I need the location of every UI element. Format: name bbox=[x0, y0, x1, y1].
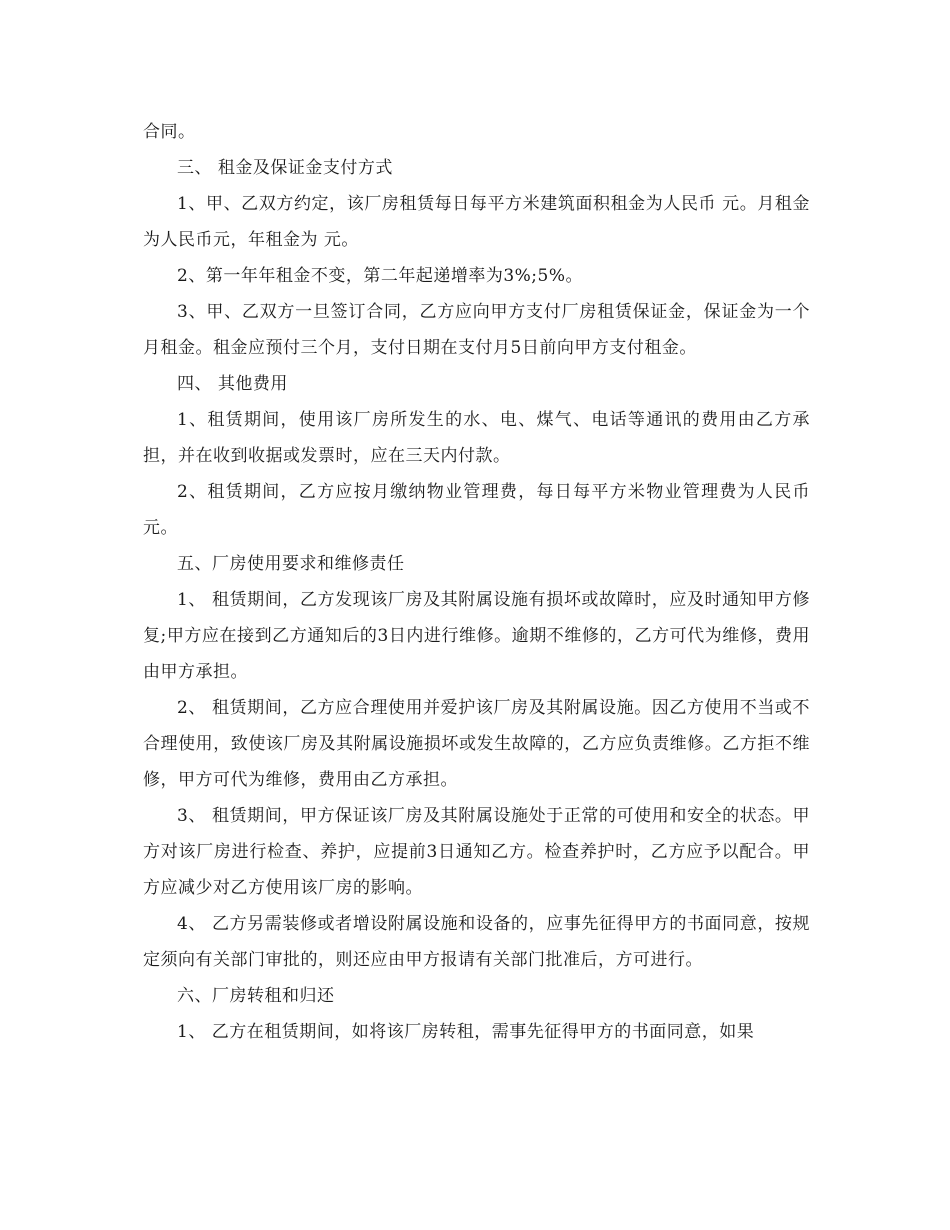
paragraph-rent-increase: 2、第一年年租金不变，第二年起递增率为3%;5%。 bbox=[177, 266, 583, 286]
paragraph-rent-amount: 1、甲、乙双方约定，该厂房租赁每日每平方米建筑面积租金为人民币 元。月租金为人民币元，年租金为 元。 bbox=[143, 194, 810, 250]
section-heading-rent-deposit: 三、 租金及保证金支付方式 bbox=[177, 158, 393, 178]
paragraph-maintenance-3: 3、 租赁期间，甲方保证该厂房及其附属设施处于正常的可使用和安全的状态。甲方对该厂房进行检查、养护，应提前3日通知乙方。检查养护时，乙方应予以配合。甲方应减少对乙方使用该厂房的影响。 bbox=[143, 806, 810, 898]
paragraph-maintenance-1: 1、 租赁期间，乙方发现该厂房及其附属设施有损坏或故障时，应及时通知甲方修复;甲方应在接到乙方通知后的3日内进行维修。逾期不维修的，乙方可代为维修，费用由甲方承担。 bbox=[143, 590, 810, 682]
paragraph-deposit: 3、甲、乙双方一旦签订合同，乙方应向甲方支付厂房租赁保证金，保证金为一个月租金。租金应预付三个月，支付日期在支付月5日前向甲方支付租金。 bbox=[143, 302, 810, 358]
document-body bbox=[143, 114, 810, 1050]
section-heading-other-fees: 四、 其他费用 bbox=[177, 374, 288, 394]
paragraph-property-fee: 2、租赁期间，乙方应按月缴纳物业管理费，每日每平方米物业管理费为人民币元。 bbox=[143, 482, 810, 538]
section-heading-maintenance: 五、厂房使用要求和维修责任 bbox=[177, 554, 405, 574]
paragraph-maintenance-4: 4、 乙方另需装修或者增设附属设施和设备的，应事先征得甲方的书面同意，按规定须向有关部门审批的，则还应由甲方报请有关部门批准后，方可进行。 bbox=[143, 914, 810, 970]
paragraph-sublease-1: 1、 乙方在租赁期间，如将该厂房转租，需事先征得甲方的书面同意，如果 bbox=[177, 1022, 755, 1042]
paragraph-maintenance-2: 2、 租赁期间，乙方应合理使用并爱护该厂房及其附属设施。因乙方使用不当或不合理使用，致使该厂房及其附属设施损坏或发生故障的，乙方应负责维修。乙方拒不维修，甲方可代为维修，费用由乙方承担。 bbox=[143, 698, 810, 790]
section-heading-sublease: 六、厂房转租和归还 bbox=[177, 986, 335, 1006]
paragraph-utilities: 1、租赁期间，使用该厂房所发生的水、电、煤气、电话等通讯的费用由乙方承担，并在收到收据或发票时，应在三天内付款。 bbox=[143, 410, 810, 466]
paragraph-contract-end: 合同。 bbox=[143, 122, 196, 142]
